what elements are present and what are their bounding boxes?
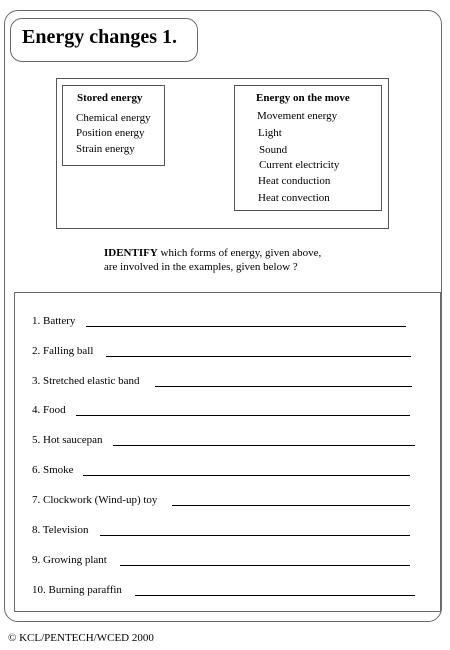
answer-line[interactable] bbox=[106, 356, 411, 357]
question-label: 10. Burning paraffin bbox=[32, 584, 122, 596]
page-title: Energy changes 1. bbox=[22, 26, 177, 48]
answer-line[interactable] bbox=[76, 415, 410, 416]
instruction-line-1 bbox=[104, 246, 321, 260]
moving-item: Current electricity bbox=[259, 159, 340, 171]
question-label: 6. Smoke bbox=[32, 464, 74, 476]
question-label: 4. Food bbox=[32, 404, 66, 416]
energy-on-move-heading: Energy on the move bbox=[256, 92, 350, 104]
moving-item: Movement energy bbox=[257, 110, 338, 122]
stored-item: Position energy bbox=[76, 127, 145, 139]
moving-item: Heat conduction bbox=[258, 175, 331, 187]
moving-item: Heat convection bbox=[258, 192, 330, 204]
question-label: 9. Growing plant bbox=[32, 554, 107, 566]
question-label: 7. Clockwork (Wind-up) toy bbox=[32, 494, 158, 506]
answer-line[interactable] bbox=[83, 475, 410, 476]
question-label: 1. Battery bbox=[32, 315, 76, 327]
answer-line[interactable] bbox=[120, 565, 410, 566]
answer-line[interactable] bbox=[135, 595, 415, 596]
question-label: 2. Falling ball bbox=[32, 345, 94, 357]
instruction-text bbox=[104, 246, 321, 274]
moving-item: Light bbox=[258, 127, 282, 139]
instruction-keyword: IDENTIFY bbox=[104, 247, 158, 259]
answer-line[interactable] bbox=[113, 445, 415, 446]
answer-line[interactable] bbox=[155, 386, 412, 387]
answer-line[interactable] bbox=[86, 326, 406, 327]
stored-item: Chemical energy bbox=[76, 112, 151, 124]
moving-item: Sound bbox=[259, 144, 288, 156]
question-label: 8. Television bbox=[32, 524, 89, 536]
stored-energy-heading: Stored energy bbox=[77, 92, 143, 104]
answer-line[interactable] bbox=[172, 505, 410, 506]
stored-item: Strain energy bbox=[76, 143, 135, 155]
instruction-rest: which forms of energy, given above, bbox=[157, 247, 322, 259]
question-label: 5. Hot saucepan bbox=[32, 434, 103, 446]
instruction-line-2: are involved in the examples, given below ? bbox=[104, 261, 298, 273]
copyright-notice: © KCL/PENTECH/WCED 2000 bbox=[8, 632, 154, 644]
question-label: 3. Stretched elastic band bbox=[32, 375, 140, 387]
answer-line[interactable] bbox=[100, 535, 410, 536]
